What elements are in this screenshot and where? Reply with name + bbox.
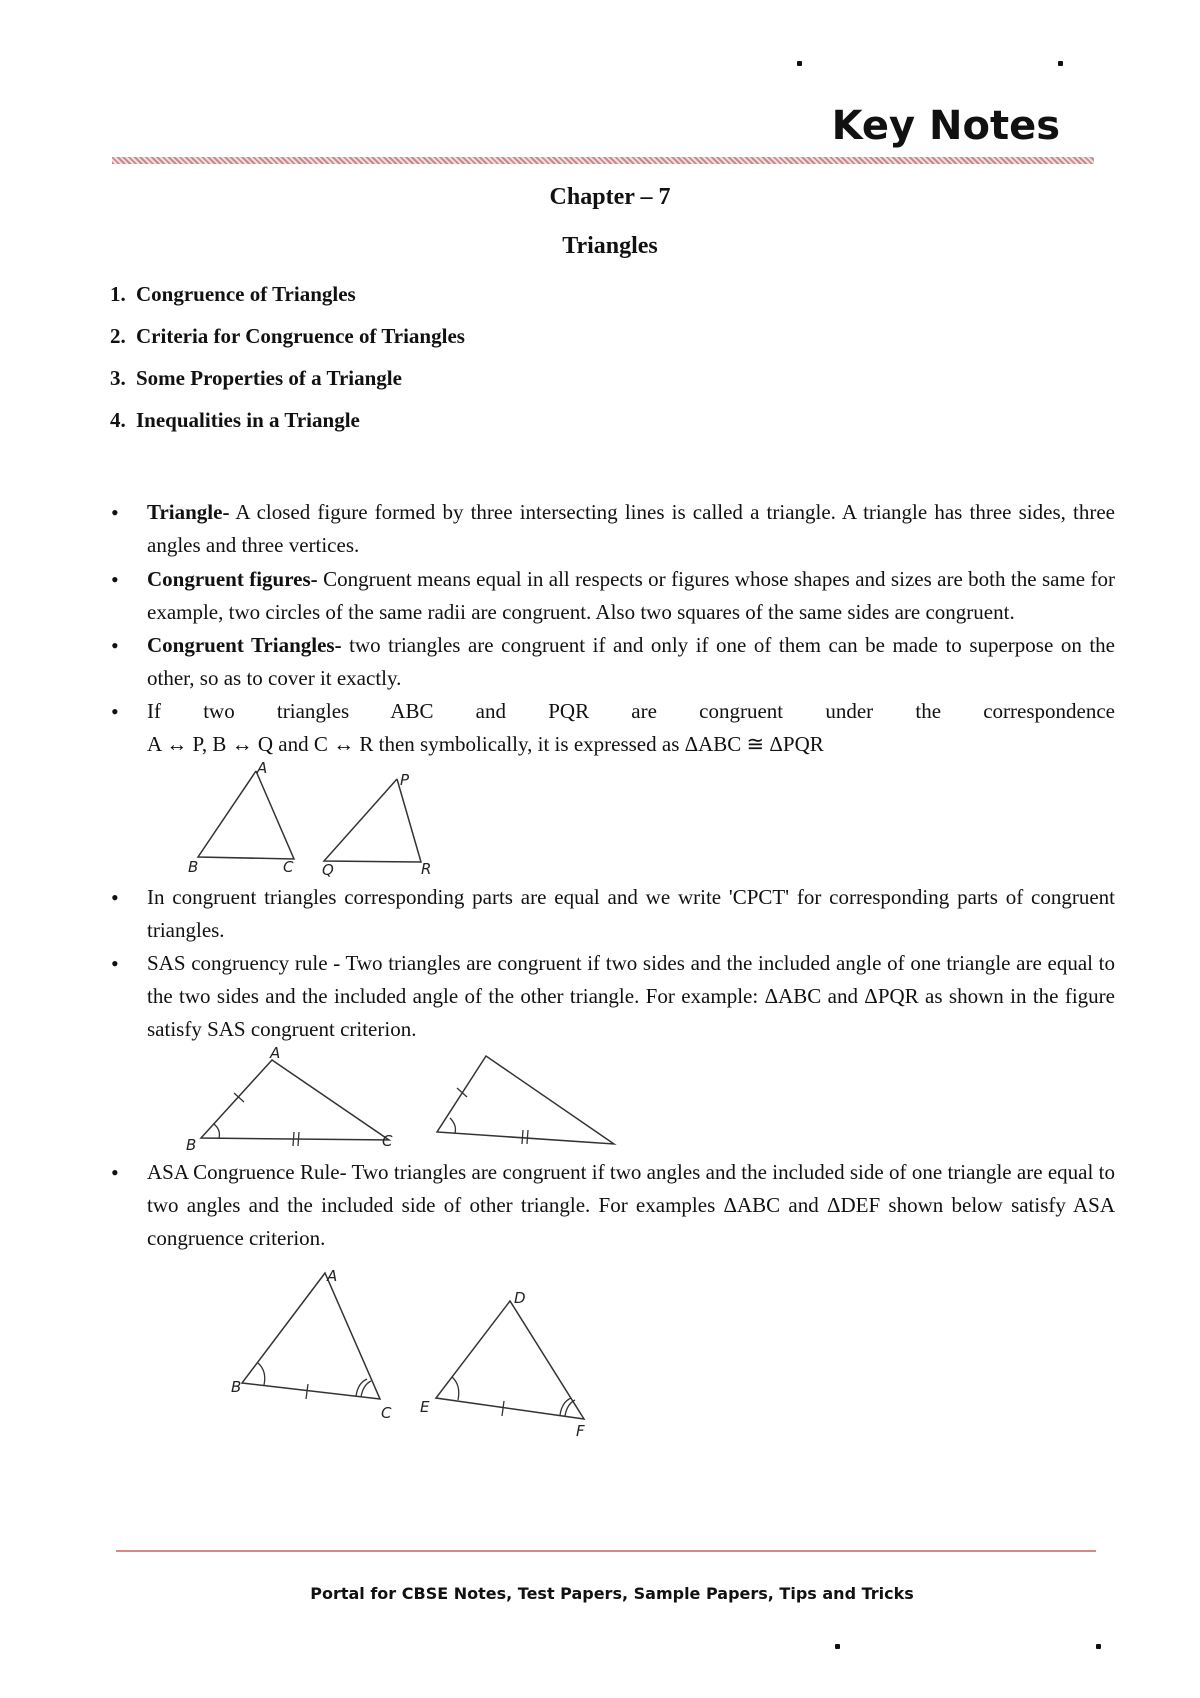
svg-text:A: A <box>327 1267 338 1285</box>
table-of-contents <box>110 282 465 450</box>
page-title: Key Notes <box>831 103 1060 149</box>
svg-text:B: B <box>188 858 199 876</box>
footer-divider <box>116 1550 1096 1552</box>
note-congruent-figures: • Congruent figures- Congruent means equal in all respects or figures whose shapes and sizes are both the same for example, two circles of the same radii are congruent. Also two squares of the same sides are congruent. <box>110 563 1115 629</box>
note-triangle: • Triangle- A closed figure formed by three intersecting lines is called a triangle. A triangle has three sides, three angles and three vertices. <box>110 496 1115 562</box>
svg-text:C: C <box>283 858 294 876</box>
corner-dot <box>1058 61 1063 66</box>
corner-dot <box>797 61 802 66</box>
svg-text:B: B <box>186 1136 197 1154</box>
note-correspondence: • If two triangles ABC and PQR are congruent under the correspondence A ↔ P, B ↔ Q and C ↔ R then symbolically, it is expressed as ΔABC ≅ ΔPQR A B C P Q R <box>110 695 1115 879</box>
svg-text:B: B <box>231 1378 242 1396</box>
svg-text:R: R <box>421 860 432 878</box>
notes-list <box>110 496 1115 1445</box>
chapter-heading: Chapter – 7 <box>549 184 671 210</box>
figure-asa-triangles <box>184 1255 604 1445</box>
note-asa: • ASA Congruence Rule- Two triangles are congruent if two angles and the included side of one triangle are equal to two angles and the included side of other triangle. For examples ΔABC and ΔDEF shown below satisfy ASA congruence criterion. A B C D E F <box>110 1156 1115 1445</box>
footer-text: Portal for CBSE Notes, Test Papers, Sample Papers, Tips and Tricks <box>310 1584 914 1603</box>
corner-dot <box>835 1644 840 1649</box>
svg-text:C: C <box>382 1132 393 1150</box>
figure-congruent-triangles <box>184 761 444 879</box>
header-divider <box>112 157 1094 164</box>
svg-text:A: A <box>270 1046 281 1062</box>
note-congruent-triangles: • Congruent Triangles- two triangles are congruent if and only if one of them can be made to superpose on the other, so as to cover it exactly. <box>110 629 1115 695</box>
toc-item: 3. Some Properties of a Triangle <box>110 366 402 390</box>
toc-item: 2. Criteria for Congruence of Triangles <box>110 324 465 348</box>
svg-text:F: F <box>576 1422 585 1440</box>
note-cpct: • In congruent triangles corresponding parts are equal and we write 'CPCT' for corresponding parts of congruent triangles. <box>110 881 1115 947</box>
toc-item: 1. Congruence of Triangles <box>110 282 356 306</box>
note-sas: • SAS congruency rule - Two triangles are congruent if two sides and the included angle of one triangle are equal to the two sides and the included angle of the other triangle. For example: ΔABC and ΔPQR as shown in the figure satisfy SAS congruent criterion. A B C <box>110 947 1115 1156</box>
svg-text:Q: Q <box>322 861 334 879</box>
corner-dot <box>1096 1644 1101 1649</box>
topic-heading: Triangles <box>562 233 658 259</box>
svg-text:C: C <box>381 1404 392 1422</box>
figure-sas-triangles <box>184 1046 634 1156</box>
toc-item: 4. Inequalities in a Triangle <box>110 408 360 432</box>
svg-text:A: A <box>257 761 268 777</box>
svg-text:P: P <box>400 771 410 789</box>
svg-text:E: E <box>420 1398 430 1416</box>
svg-text:D: D <box>514 1289 526 1307</box>
